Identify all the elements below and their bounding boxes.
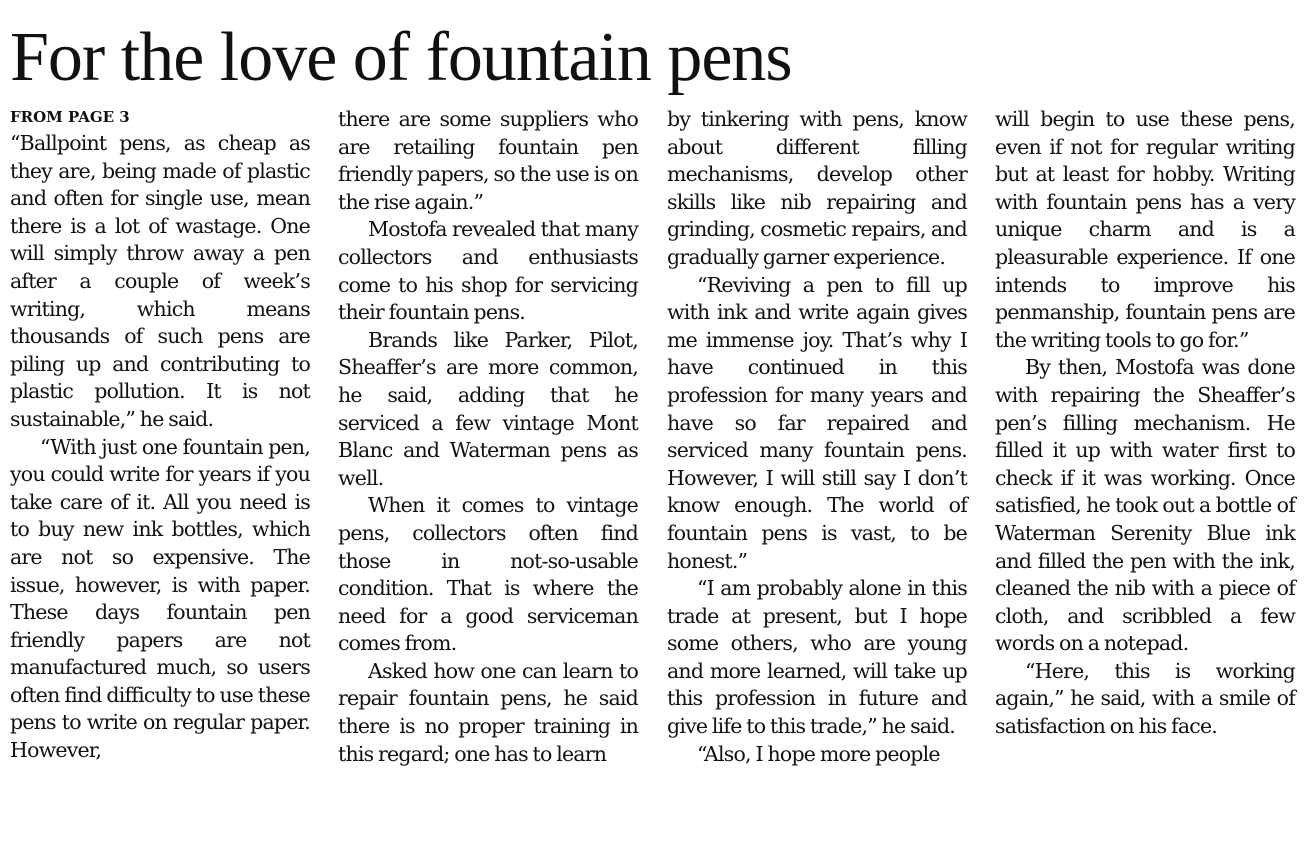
- paragraph: “With just one fountain pen, you could write for years if you take care of it. All you need is to buy new ink bottles, which are not so expensive. The issue, however, is with paper. These days fountain pen friendly papers are not manufactured much, so users often find difficulty to use these pens to write on regular paper. However,: [10, 434, 310, 763]
- article-column-4: [995, 106, 1295, 741]
- paragraph: “I am probably alone in this trade at present, but I hope some others, who are young and more learned, will take up this profession in future and give life to this trade,” he said.: [667, 576, 967, 739]
- paragraph: “Reviving a pen to fill up with ink and write again gives me immense joy. That’s why I have continued in this profession for many years and have so far repaired and serviced many fountain pens. However, I will still say I don’t know enough. The world of fountain pens is vast, to be honest.”: [667, 272, 967, 573]
- paragraph: “Here, this is working again,” he said, with a smile of satisfaction on his face.: [995, 658, 1295, 739]
- paragraph: When it comes to vintage pens, collectors often find those in not-so-usable condition. That is where the need for a good serviceman comes from.: [338, 493, 638, 656]
- paragraph: there are some suppliers who are retailing fountain pen friendly papers, so the use is on the rise again.”: [338, 107, 638, 214]
- article-column-3: [667, 106, 967, 768]
- paragraph: Mostofa revealed that many collectors and enthusiasts come to his shop for servicing their fountain pens.: [338, 217, 638, 325]
- kicker-from-page: FROM PAGE 3: [10, 108, 130, 126]
- paragraph: Asked how one can learn to repair fountain pens, he said there is no proper training in this regard; one has to learn: [338, 658, 638, 766]
- article-column-2: [338, 106, 638, 768]
- paragraph: Brands like Parker, Pilot, Sheaffer’s are more common, he said, adding that he serviced a few vintage Mont Blanc and Waterman pens as well.: [338, 327, 638, 490]
- article-column-1: [10, 130, 310, 765]
- paragraph: “Also, I hope more people: [697, 741, 940, 766]
- paragraph: By then, Mostofa was done with repairing the Sheaffer’s pen’s filling mechanism. He filled it up with water first to check if it was working. Once satisfied, he took out a bottle of Waterman Serenity Blue ink and filled the pen with the ink, cleaned the nib with a piece of cloth, and scribbled a few words on a notepad.: [995, 355, 1295, 656]
- paragraph: will begin to use these pens, even if not for regular writing but at least for hobby. Writing with fountain pens has a very unique charm and is a pleasurable experience. If one intends to improve his penmanship, fountain pens are the writing tools to go for.”: [995, 107, 1295, 352]
- paragraph: by tinkering with pens, know about different filling mechanisms, develop other skills like nib repairing and grinding, cosmetic repairs, and gradually garner experience.: [667, 107, 967, 269]
- paragraph: “Ballpoint pens, as cheap as they are, being made of plastic and often for single use, mean there is a lot of wastage. One will simply throw away a pen after a couple of week’s writing, which means thousands of such pens are piling up and contributing to plastic pollution. It is not sustainable,” he said.: [10, 131, 310, 431]
- headline: For the love of fountain pens: [10, 19, 792, 96]
